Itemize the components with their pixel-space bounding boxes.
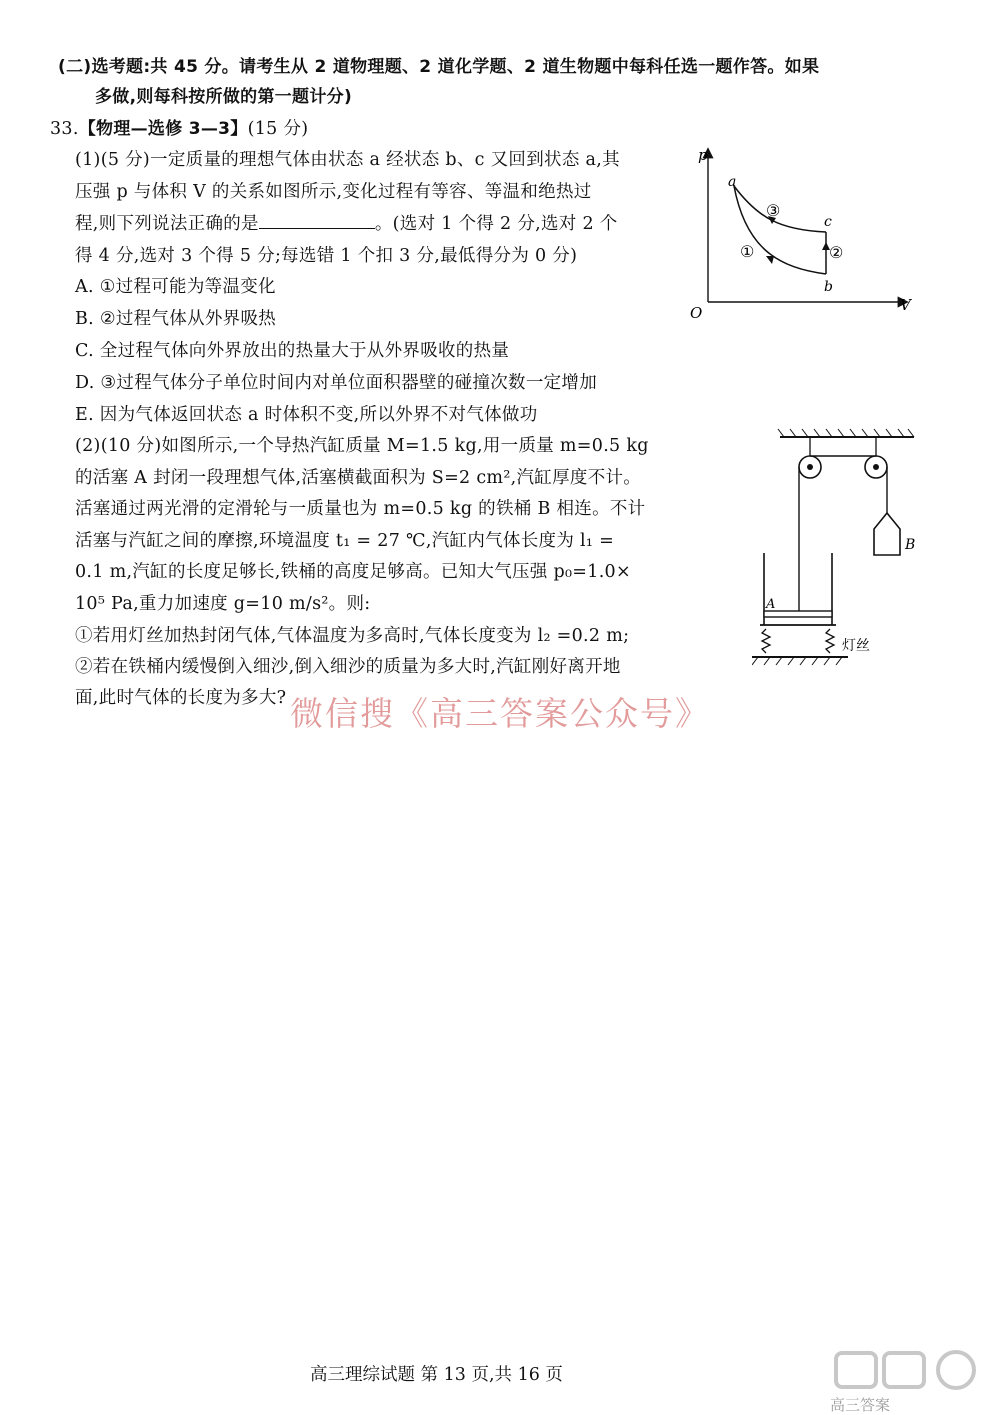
option-e: E. 因为气体返回状态 a 时体积不变,所以外界不对气体做功 [75,405,538,425]
option-a: A. ①过程可能为等温变化 [75,277,276,297]
state-b-label: b [824,279,833,295]
page-footer: 高三理综试题 第 13 页,共 16 页 [310,1365,563,1385]
filament-coil [826,629,834,653]
part2-line-9: 面,此时气体的长度为多大? [75,688,287,708]
left-support [762,629,770,653]
part2-line-8: ②若在铁桶内缓慢倒入细沙,倒入细沙的质量为多大时,汽缸刚好离开地 [75,657,621,677]
bucket-label: B [905,537,916,553]
part2-line-7: ①若用灯丝加热封闭气体,气体温度为多高时,气体长度变为 l₂ =0.2 m; [75,626,630,646]
pv-diagram [688,140,928,325]
filament-label: 灯丝 [842,638,870,654]
part2-line-3: 活塞通过两光滑的定滑轮与一质量也为 m=0.5 kg 的铁桶 B 相连。不计 [75,499,646,519]
question-subject: 【物理—选修 3—3】 [78,119,248,139]
part2-line-5: 0.1 m,汽缸的长度足够长,铁桶的高度足够高。已知大气压强 p₀=1.0× [75,562,631,582]
v-axis-label: V [900,296,911,314]
section-heading-line-1: (二)选考题:共 45 分。请考生从 2 道物理题、2 道化学题、2 道生物题中每科任选一题作答。如果 [58,57,820,77]
piston-label: A [766,597,776,612]
process-3-label: ③ [766,201,781,220]
option-c: C. 全过程气体向外界放出的热量大于从外界吸收的热量 [75,341,510,361]
part1-line-2: 压强 p 与体积 V 的关系如图所示,变化过程有等容、等温和绝热过 [75,182,592,202]
question-number: 33. [50,119,79,139]
part1-line-1: (1)(5 分)一定质量的理想气体由状态 a 经状态 b、c 又回到状态 a,其 [75,150,620,170]
part2-line-6: 10⁵ Pa,重力加速度 g=10 m/s²。则: [75,594,371,614]
question-33-title [50,117,308,141]
part1-line-3 [75,212,618,236]
origin-label: O [690,304,703,322]
state-a-label: a [728,174,737,190]
part1-line-4: 得 4 分,选对 3 个得 5 分;每选错 1 个扣 3 分,最低得分为 0 分) [75,246,578,266]
part2-line-2: 的活塞 A 封闭一段理想气体,活塞横截面积为 S=2 cm²,汽缸厚度不计。 [75,468,642,488]
answer-blank[interactable] [259,212,375,229]
option-d: D. ③过程气体分子单位时间内对单位面积器壁的碰撞次数一定增加 [75,373,598,393]
watermark-text: 微信搜《高三答案公众号》 [290,694,710,733]
process-1-label: ① [740,242,755,261]
part1-line-3-before: 程,则下列说法正确的是 [75,214,259,234]
question-points: (15 分) [247,119,309,139]
p-axis-label: p [698,146,708,164]
process-1-arrow [766,256,774,264]
part2-line-1: (2)(10 分)如图所示,一个导热汽缸质量 M=1.5 kg,用一质量 m=0.5 kg [75,436,649,456]
corner-watermark-text: 高三答案 [830,1396,891,1414]
state-c-label: c [824,214,832,230]
option-b: B. ②过程气体从外界吸热 [75,309,277,329]
cylinder-pulley-diagram [752,425,952,680]
part2-line-4: 活塞与汽缸之间的摩擦,环境温度 t₁ = 27 ℃,汽缸内气体长度为 l₁ = [75,531,615,551]
iron-bucket [874,513,900,555]
section-heading-line-2: 多做,则每科按所做的第一题计分) [95,87,353,107]
part1-line-3-after: 。(选对 1 个得 2 分,选对 2 个 [374,214,618,234]
process-2-label: ② [829,243,844,262]
